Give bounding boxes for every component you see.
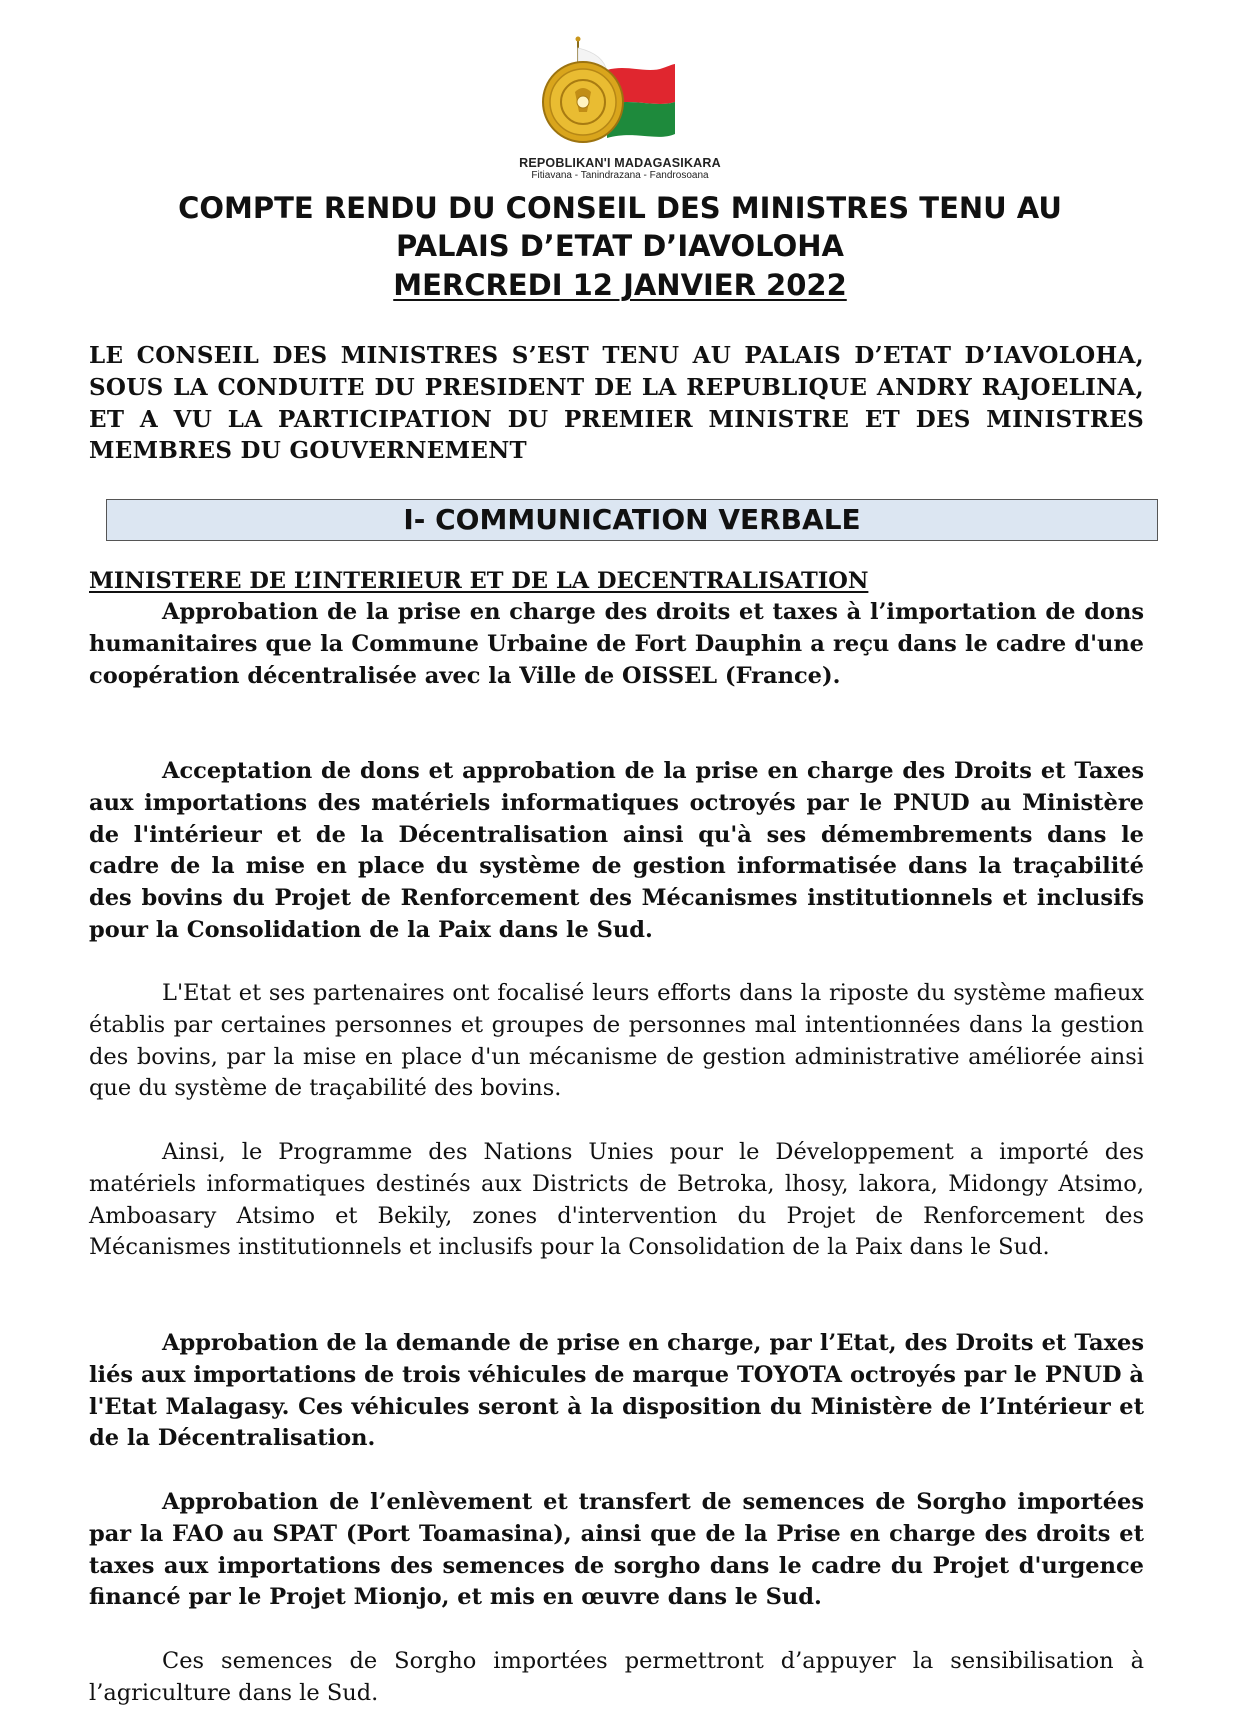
emblem-motto: Fitiavana - Tanindrazana - Fandrosoana <box>531 170 709 181</box>
paragraph-2: Acceptation de dons et approbation de la prise en charge des Droits et Taxes aux importations des matériels informatiques octroyés par le PNUD au Ministère de l'intérieur et de la Décentralisation ainsi qu'à ses démembrements dans le cadre de la mise en place du système de gestion informatisée dans la traçabilité des bovins du Projet de Renforcement des Mécanismes institutionnels et inclusifs pour la Consolidation de la Paix dans le Sud. <box>89 758 1144 943</box>
paragraph-4: Ainsi, le Programme des Nations Unies pour le Développement a importé des matériels informatiques destinés aux Districts de Betroka, lhosy, lakora, Midongy Atsimo, Amboasary Atsimo et Bekily, zones d'intervention du Projet de Renforcement des Mécanismes institutionnels et inclusifs pour la Consolidation de la Paix dans le Sud. <box>89 1139 1144 1261</box>
paragraph-7: Ces semences de Sorgho importées permettront d’appuyer la sensibilisation à l’agriculture dans le Sud. <box>89 1648 1144 1706</box>
title-date-text: MERCREDI 12 JANVIER 2022 <box>393 268 847 302</box>
paragraph-3: L'Etat et ses partenaires ont focalisé leurs efforts dans la riposte du système mafieux établis par certaines personnes et groupes de personnes mal intentionnées dans la gestion des bovins, par la mise en place d'un mécanisme de gestion administrative améliorée ainsi que du système de traçabilité des bovins. <box>89 980 1144 1102</box>
paragraph-1: Approbation de la prise en charge des droits et taxes à l’importation de dons humanitaires que la Commune Urbaine de Fort Dauphin a reçu dans le cadre d'une coopération décentralisée avec la Ville de OISSEL (France). <box>89 599 1144 689</box>
intro-paragraph: LE CONSEIL DES MINISTRES S’EST TENU AU PALAIS D’ETAT D’IAVOLOHA, SOUS LA CONDUITE DU PRESIDENT DE LA REPUBLIQUE ANDRY RAJOELINA, ET A VU LA PARTICIPATION DU PREMIER MINISTRE ET DES MINISTRES MEMBRES DU GOUVERNEMENT <box>89 342 1144 465</box>
republic-emblem-icon <box>535 34 705 164</box>
title-line-1: COMPTE RENDU DU CONSEIL DES MINISTRES TENU AU <box>178 191 1062 225</box>
title-line-2: PALAIS D’ETAT D’IAVOLOHA <box>396 229 844 263</box>
paragraph-5: Approbation de la demande de prise en charge, par l’Etat, des Droits et Taxes liés aux importations de trois véhicules de marque TOYOTA octroyés par le PNUD à l'Etat Malagasy. Ces véhicules seront à la disposition du Ministère de l’Intérieur et de la Décentralisation. <box>89 1330 1144 1452</box>
title-date <box>60 266 1180 304</box>
paragraph-6: Approbation de l’enlèvement et transfert de semences de Sorgho importées par la FAO au SPAT (Port Toamasina), ainsi que de la Prise en charge des droits et taxes aux importations des semences de sorgho dans le cadre du Projet d'urgence financé par le Projet Mionjo, et mis en œuvre dans le Sud. <box>89 1489 1144 1611</box>
emblem-name: REPOBLIKAN'I MADAGASIKARA <box>519 156 721 170</box>
ministry-heading: MINISTERE DE L’INTERIEUR ET DE LA DECENTRALISATION <box>89 568 869 594</box>
section-heading: I- COMMUNICATION VERBALE <box>106 499 1158 541</box>
